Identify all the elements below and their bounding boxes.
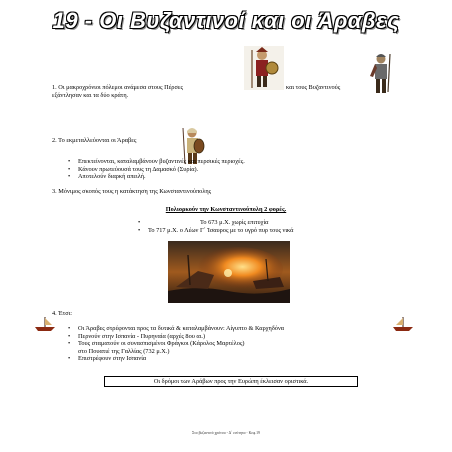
list-item: • Αποτελούν διαρκή απειλή. bbox=[68, 173, 428, 181]
list-item: • Επιστρέφουν στην Ισπανία bbox=[68, 355, 408, 363]
page-footer: Στο βυζαντινό χρόνου - Δ΄ ενότητα - Κεφ.19 bbox=[192, 431, 260, 435]
list-item-continuation: στο Πουατιέ της Γαλλίας (732 μ.Χ.) bbox=[78, 347, 170, 355]
list-item: • Οι Άραβες στρέφονται προς τα δυτικά & καταλαμβάνουν: Αίγυπτο & Καρχηδόνα bbox=[68, 325, 408, 333]
section-4-text: 4. Έτσι: bbox=[52, 310, 73, 317]
list-item: • Το 673 μ.Χ. χωρίς επιτυχία bbox=[138, 219, 438, 227]
section-2-text: 2. Το εκμεταλλεύονται οι Άραβες bbox=[52, 137, 137, 144]
list-item: • Τους σταματούν οι συνασπισμένοι Φράγκοι (Κάρολος Μαρτέλος) στο Πουατιέ της Γαλλίας (732 μ.Χ.) bbox=[68, 340, 408, 355]
greek-fire-battle-image bbox=[168, 241, 290, 303]
section-3-heading: Πολιορκούν την Κωνσταντινούπολη 2 φορές. bbox=[165, 206, 287, 213]
conclusion-box: Οι δρόμοι των Αράβων προς την Ευρώπη έκλεισαν οριστικά. bbox=[104, 376, 358, 387]
section-2-list bbox=[68, 158, 428, 181]
section-3-text: 3. Μόνιμος σκοπός τους η κατάκτηση της Κωνσταντινούπολης bbox=[52, 188, 212, 195]
persian-warrior-image bbox=[244, 46, 284, 90]
section-4-list bbox=[68, 325, 408, 363]
list-item: • Επεκτείνονται, καταλαμβάνουν βυζαντινές και περσικές περιοχές. bbox=[68, 158, 428, 166]
section-3-list bbox=[138, 219, 438, 234]
ship-icon bbox=[34, 316, 56, 332]
list-item: • Κάνουν πρωτεύουσά τους τη Δαμασκό (Συρία). bbox=[68, 166, 428, 174]
section-1-line-2: εξάντλησαν και τα δύο κράτη. bbox=[52, 92, 129, 99]
list-item: • Το 717 μ.Χ. ο Λέων Γ΄ Ίσαυρος με το υγρό πυρ τους νικά bbox=[138, 227, 438, 235]
page-title: 19 - Οι Βυζαντινοί και οι Άραβες bbox=[52, 8, 400, 33]
section-1-text: 1. Οι μακροχρόνιοι πόλεμοι ανάμεσα στους Πέρσες bbox=[52, 84, 183, 91]
section-1-text-tail: και τους Βυζαντινούς bbox=[286, 84, 341, 91]
list-item: • Περνούν στην Ισπανία - Πυρηναία (αρχές 8ου αι.) bbox=[68, 333, 408, 341]
byzantine-warrior-image bbox=[366, 52, 396, 96]
